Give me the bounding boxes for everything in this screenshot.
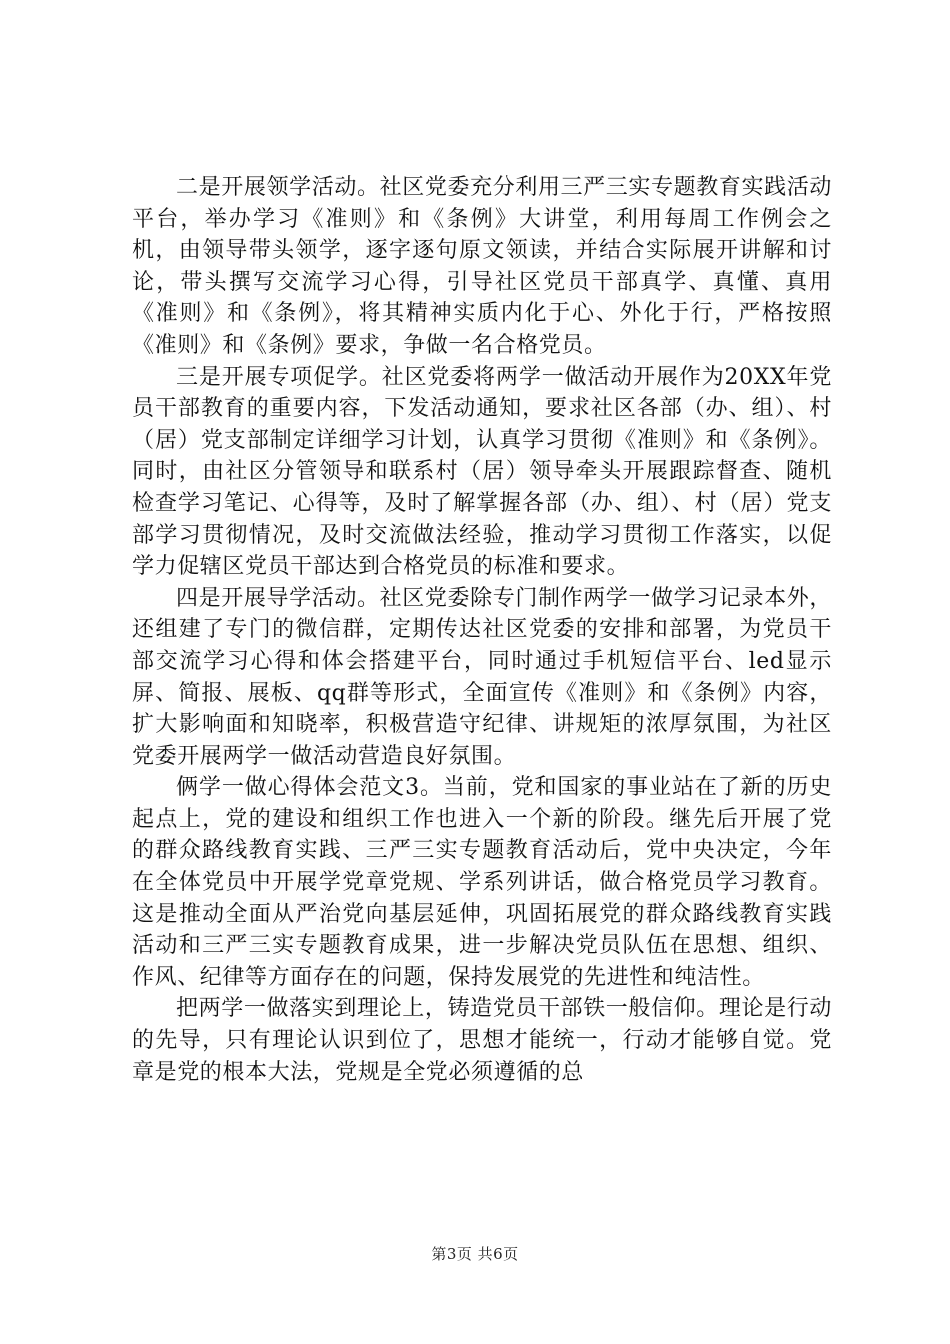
page-footer: 第3页 共6页 <box>431 1245 519 1263</box>
paragraph-lead-study: 二是开展领学活动。社区党委充分利用三严三实专题教育实践活动平台，举办学习《准则》和《条例》大讲堂，利用每周工作例会之机，由领导带头领学，逐字逐句原文领读，并结合实际展开讲解和讨论，带头撰写交流学习心得，引导社区党员干部真学、真懂、真用《准则》和《条例》，将其精神实质内化于心、外化于行，严格按照《准则》和《条例》要求，争做一名合格党员。 <box>132 175 832 358</box>
paragraph-special-study: 三是开展专项促学。社区党委将两学一做活动开展作为20XX年党员干部教育的重要内容，下发活动通知，要求社区各部（办、组）、村（居）党支部制定详细学习计划，认真学习贯彻《准则》和《条例》。同时，由社区分管领导和联系村（居）领导牵头开展跟踪督查、随机检查学习笔记、心得等，及时了解掌握各部（办、组）、村（居）党支部学习贯彻情况，及时交流做法经验，推动学习贯彻工作落实，以促学力促辖区党员干部达到合格党员的标准和要求。 <box>132 364 832 580</box>
paragraph-guided-study: 四是开展导学活动。社区党委除专门制作两学一做学习记录本外，还组建了专门的微信群，定期传达社区党委的安排和部署，为党员干部交流学习心得和体会搭建平台，同时通过手机短信平台、led显示屏、简报、展板、qq群等形式，全面宣传《准则》和《条例》内容，扩大影响面和知晓率，积极营造守纪律、讲规矩的浓厚氛围，为社区党委开展两学一做活动营造良好氛围。 <box>132 585 832 769</box>
document-body <box>132 172 832 1088</box>
paragraph-theory: 把两学一做落实到理论上，铸造党员干部铁一般信仰。理论是行动的先导，只有理论认识到位了，思想才能统一，行动才能够自觉。党章是党的根本大法，党规是全党必须遵循的总 <box>132 996 832 1085</box>
paragraph-essay-3: 俩学一做心得体会范文3。当前，党和国家的事业站在了新的历史起点上，党的建设和组织工作也进入一个新的阶段。继先后开展了党的群众路线教育实践、三严三实专题教育活动后，党中央决定，今年在全体党员中开展学党章党规、学系列讲话，做合格党员学习教育。这是推动全面从严治党向基层延伸，巩固拓展党的群众路线教育实践活动和三严三实专题教育成果，进一步解决党员队伍在思想、组织、作风、纪律等方面存在的问题，保持发展党的先进性和纯洁性。 <box>132 775 832 990</box>
